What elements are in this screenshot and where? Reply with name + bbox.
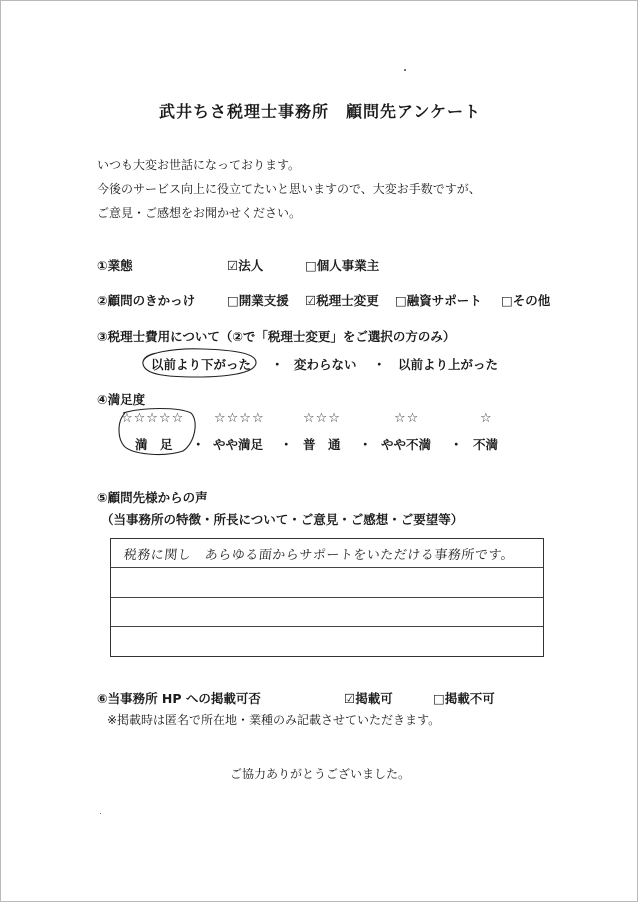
thanks-message: ご協力ありがとうございました。: [229, 767, 410, 781]
q3-separator: ・: [271, 357, 284, 372]
q3-option-lower[interactable]: 以前より下がった: [151, 357, 252, 372]
q4-separator: ・: [192, 437, 205, 452]
q1-label: ①業態: [97, 258, 133, 273]
comment-line: [111, 626, 543, 627]
q4-stars-1: ☆: [480, 411, 493, 426]
q3-option-higher[interactable]: 以前より上がった: [398, 357, 499, 372]
q2-option-financing-support[interactable]: □融資サポート: [395, 293, 482, 308]
q4-option-neutral[interactable]: 普 通: [303, 437, 341, 452]
q4-selection-circle: [113, 403, 201, 457]
q4-label: ④満足度: [97, 392, 146, 407]
q3-option-unchanged[interactable]: 変わらない: [294, 357, 357, 372]
handwritten-comment: 税務に関し あらゆる面からサポートをいただける事務所です。: [123, 548, 516, 563]
q1-option-sole-proprietor[interactable]: □個人事業主: [305, 258, 380, 273]
q2-option-startup-support[interactable]: □開業支援: [227, 293, 289, 308]
q4-separator: ・: [359, 437, 372, 452]
q5-sublabel: （当事務所の特徴・所長について・ご意見・ご感想・ご要望等）: [101, 512, 464, 527]
q4-stars-4: ☆☆☆☆: [214, 411, 265, 426]
q4-separator: ・: [280, 437, 293, 452]
q2-option-tax-accountant-change[interactable]: ☑税理士変更: [305, 293, 379, 308]
q1-option-corporation[interactable]: ☑法人: [227, 258, 264, 273]
q6-option-publish-ng[interactable]: □掲載不可: [433, 691, 495, 706]
q3-selection-circle: [137, 344, 261, 380]
q4-option-somewhat-dissatisfied[interactable]: やや不満: [381, 437, 432, 452]
scan-speck: [100, 813, 101, 814]
comment-line: [111, 597, 543, 598]
q4-option-somewhat-satisfied[interactable]: やや満足: [213, 437, 264, 452]
intro-line: 今後のサービス向上に役立てたいと思いますので、大変お手数ですが、: [97, 182, 481, 196]
q2-option-other[interactable]: □その他: [501, 293, 551, 308]
intro-text: [97, 153, 481, 225]
intro-line: ご意見・ご感想をお聞かせください。: [97, 206, 302, 220]
q4-stars-2: ☆☆: [394, 411, 420, 426]
q3-separator: ・: [373, 357, 386, 372]
scan-speck: [404, 69, 406, 71]
q3-label: ③税理士費用について（②で「税理士変更」をご選択の方のみ）: [97, 329, 456, 344]
q6-option-publish-ok[interactable]: ☑掲載可: [344, 691, 393, 706]
q4-option-dissatisfied[interactable]: 不満: [473, 437, 499, 452]
q4-option-satisfied[interactable]: 満 足: [135, 437, 173, 452]
q4-stars-5: ☆☆☆☆☆: [121, 411, 185, 426]
q5-label: ⑤顧問先様からの声: [97, 490, 208, 505]
q4-stars-3: ☆☆☆: [303, 411, 341, 426]
intro-line: いつも大変お世話になっております。: [97, 158, 301, 172]
q2-label: ②顧問のきかっけ: [97, 293, 196, 308]
q4-separator: ・: [450, 437, 463, 452]
q6-label: ⑥当事務所 HP への掲載可否: [97, 691, 261, 706]
q6-note: ※掲載時は匿名で所在地・業種のみ記載させていただきます。: [107, 713, 441, 727]
comment-line: [111, 567, 543, 568]
page-title: 武井ちさ税理士事務所 顧問先アンケート: [158, 102, 482, 121]
